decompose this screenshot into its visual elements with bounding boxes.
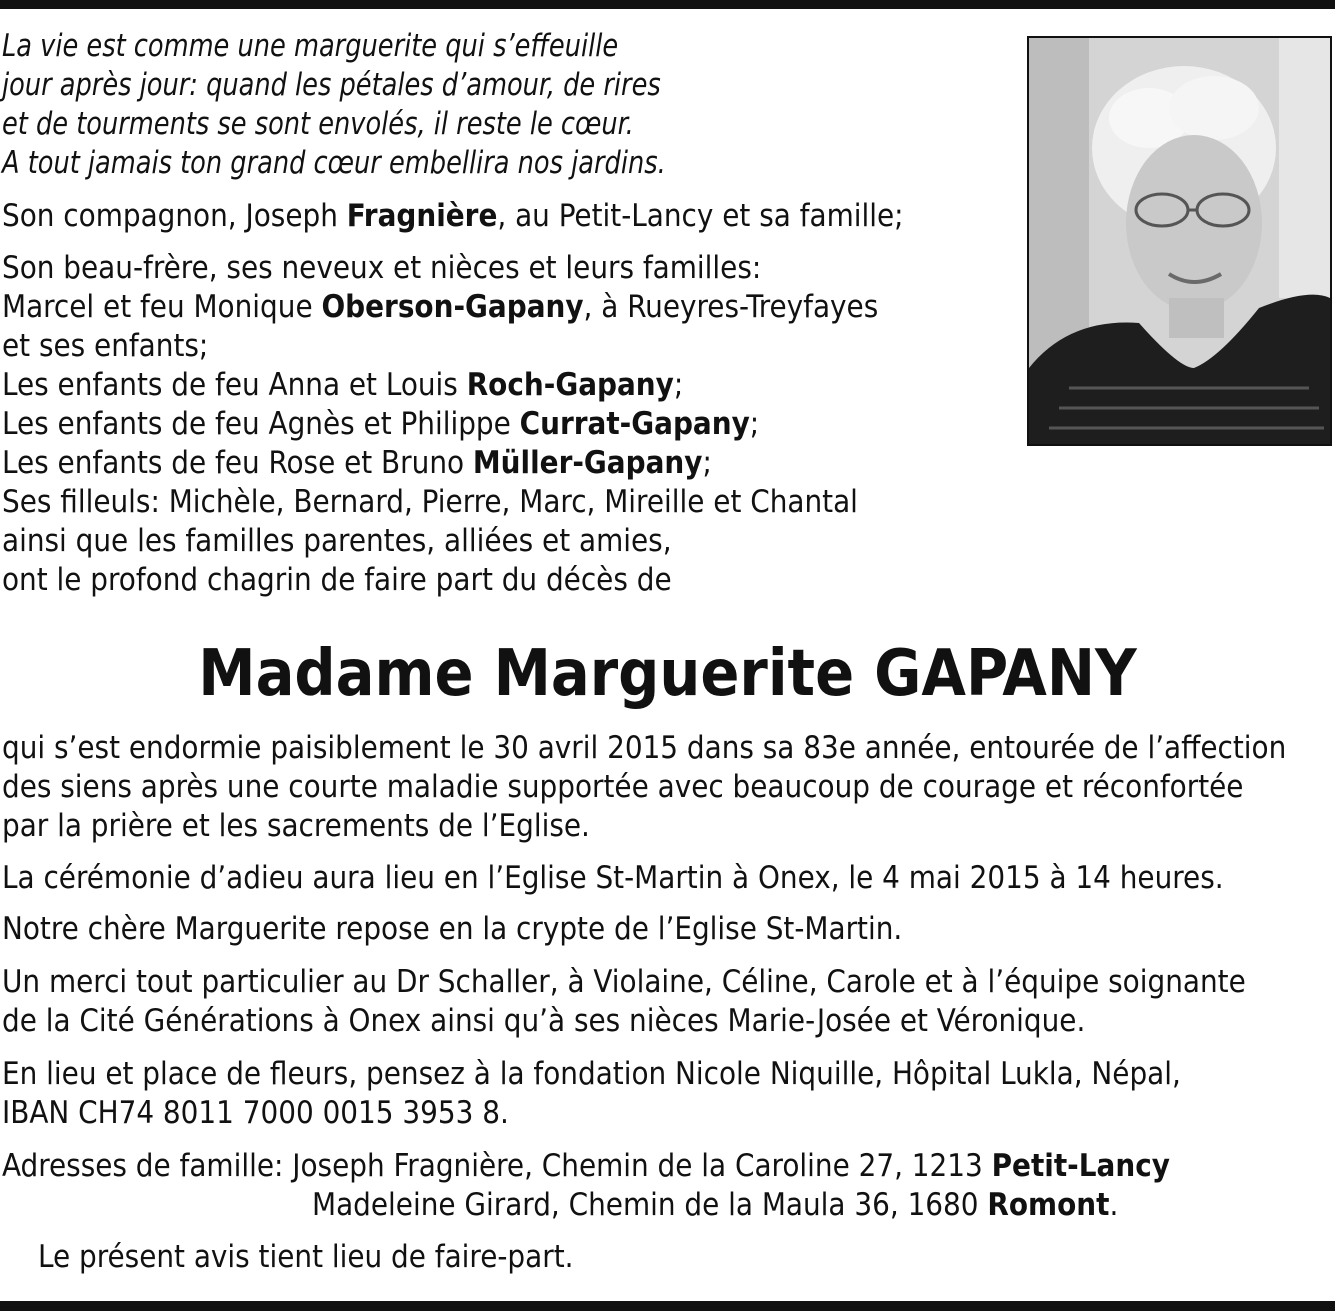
family-text-end: , à Rueyres-Treyfayes	[583, 289, 879, 325]
death-notice	[2, 729, 1335, 846]
address-town: Petit-Lancy	[991, 1148, 1170, 1184]
family-surname: Oberson-Gapany	[321, 289, 584, 325]
addresses-label: Adresses de famille:	[2, 1148, 293, 1184]
godchildren-line: Ses filleuls: Michèle, Bernard, Pierre, Marc, Mireille et Chantal	[2, 484, 858, 520]
poem-line: A tout jamais ton grand cœur embellira nos jardins.	[2, 145, 666, 181]
death-notice-line: par la prière et les sacrements de l’Eglise.	[2, 808, 590, 844]
family-text: Les enfants de feu Rose et Bruno	[2, 445, 473, 481]
family-line	[2, 444, 712, 483]
address-town: Romont	[987, 1187, 1110, 1223]
family-text: Les enfants de feu Anna et Louis	[2, 367, 467, 403]
resting-line: Notre chère Marguerite repose en la crypte de l’Eglise St-Martin.	[2, 911, 903, 947]
family-line	[2, 405, 759, 444]
donation-line: En lieu et place de fleurs, pensez à la fondation Nicole Niquille, Hôpital Lukla, Népal,	[2, 1056, 1181, 1092]
death-notice-line: qui s’est endormie paisiblement le 30 avril 2015 dans sa 83e année, entourée de l’affection	[2, 730, 1287, 766]
portrait-illustration	[1029, 38, 1330, 444]
thanks-line: de la Cité Générations à Onex ainsi qu’à ses nièces Marie-Josée et Véronique.	[2, 1003, 1086, 1039]
companion-surname: Fragnière	[346, 198, 498, 234]
family-text: Les enfants de feu Agnès et Philippe	[2, 406, 520, 442]
family-intro: Son beau-frère, ses neveux et nièces et leurs familles:	[2, 250, 762, 286]
address-text: Joseph Fragnière, Chemin de la Caroline 27, 1213	[292, 1148, 992, 1184]
top-rule	[0, 0, 1335, 9]
donation	[2, 1055, 1335, 1133]
address-text-end: .	[1109, 1187, 1119, 1223]
family-text-end: ;	[702, 445, 712, 481]
deceased-name: Madame Marguerite GAPANY	[198, 637, 1137, 711]
companion-text-end: , au Petit-Lancy et sa famille;	[497, 198, 904, 234]
addresses-line	[2, 1147, 1170, 1186]
family-line	[2, 366, 683, 405]
poem	[2, 27, 922, 183]
addresses-line	[312, 1186, 1118, 1225]
ceremony-info	[2, 859, 1335, 898]
resting-info	[2, 910, 1335, 949]
portrait-photo	[1027, 36, 1332, 446]
donation-line: IBAN CH74 8011 7000 0015 3953 8.	[2, 1095, 509, 1131]
address-text: Madeleine Girard, Chemin de la Maula 36, 1680	[312, 1187, 988, 1223]
bottom-rule	[0, 1301, 1335, 1311]
poem-line: jour après jour: quand les pétales d’amour, de rires	[2, 67, 661, 103]
family-line	[2, 327, 208, 366]
family-surname: Müller-Gapany	[472, 445, 703, 481]
family-surname: Currat-Gapany	[519, 406, 750, 442]
poem-line: et de tourments se sont envolés, il reste le cœur.	[2, 106, 634, 142]
ceremony-line: La cérémonie d’adieu aura lieu en l’Eglise St-Martin à Onex, le 4 mai 2015 à 14 heures.	[2, 860, 1224, 896]
thanks-line: Un merci tout particulier au Dr Schaller, à Violaine, Céline, Carole et à l’équipe soignante	[2, 964, 1246, 1000]
companion-text: Son compagnon, Joseph	[2, 198, 347, 234]
family-text-end: ;	[673, 367, 684, 403]
family-surname: Roch-Gapany	[466, 367, 674, 403]
death-notice-line: des siens après une courte maladie supportée avec beaucoup de courage et réconfortée	[2, 769, 1244, 805]
relatives-line: ainsi que les familles parentes, alliées et amies,	[2, 523, 672, 559]
family-text: Marcel et feu Monique	[2, 289, 322, 325]
thanks	[2, 963, 1335, 1041]
announce-line: ont le profond chagrin de faire part du décès de	[2, 562, 672, 598]
footer-note: Le présent avis tient lieu de faire-part.	[38, 1239, 574, 1275]
family-line	[2, 288, 878, 327]
poem-line: La vie est comme une marguerite qui s’effeuille	[2, 28, 619, 64]
family-text-end: ;	[749, 406, 760, 442]
companion-line	[2, 197, 904, 236]
family-text: et ses enfants;	[2, 328, 209, 364]
